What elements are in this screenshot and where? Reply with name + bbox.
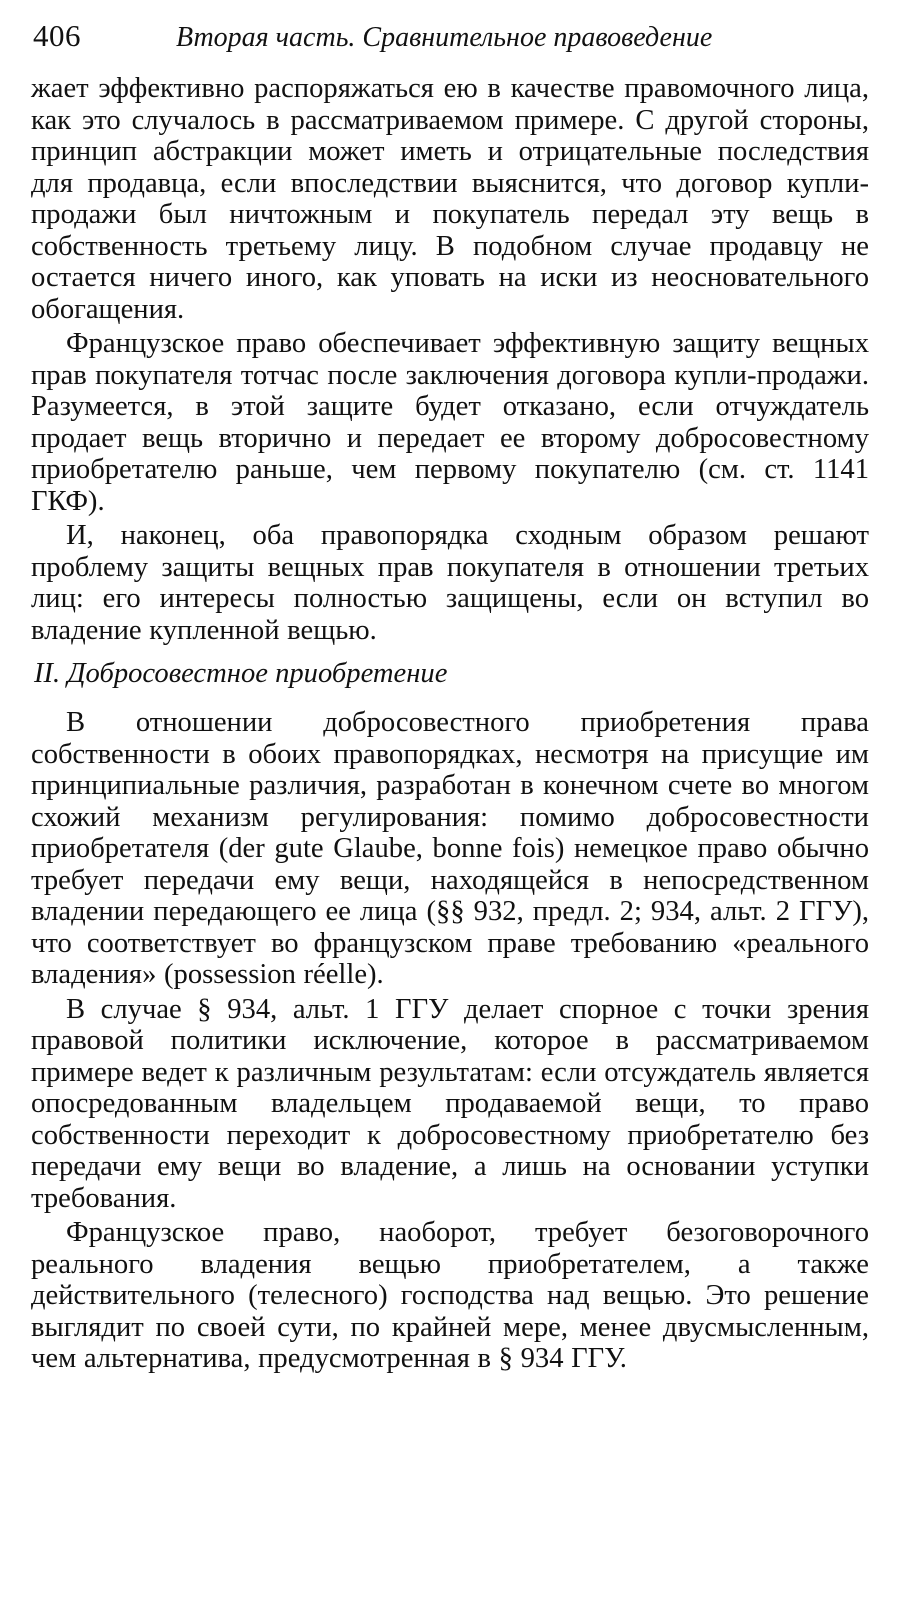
page-number: 406 (33, 18, 81, 53)
paragraph-french-law-real-possession: Французское право, наоборот, требует безоговорочного реального владения вещью приобретателем, а также действительного (телесного) господства над вещью. Это решение выглядит по своей сути, по крайней мере, менее двусмысленным, чем альтернатива, предусмотренная в § 934 ГГУ. (31, 1217, 869, 1374)
paragraph-french-law-protection: Французское право обеспечивает эффективную защиту вещных прав покупателя тотчас после заключения договора купли-продажи. Разумеется, в этой защите будет отказано, если отчуждатель продает вещь вторично и передает ее второму добросовестному приобретателю раньше, чем первому покупателю (см. ст. 1141 ГКФ). (31, 328, 869, 517)
paragraph-section-934-exception: В случае § 934, альт. 1 ГГУ делает спорное с точки зрения правовой политики исключение, которое в рассматриваемом примере ведет к различным результатам: если отсуждатель является опосредованным владельцем продаваемой вещи, то право собственности переходит к добросовестному приобретателю без передачи ему вещи во владение, а лишь на основании уступки требования. (31, 993, 869, 1214)
paragraph-continuation: жает эффективно распоряжаться ею в качестве правомочного лица, как это случалось в рассматриваемом примере. С другой стороны, принцип абстракции может иметь и отрицательные последствия для продавца, если впоследствии выяснится, что договор купли-продажи был ничтожным и покупатель передал эту вещь в собственность третьему лицу. В подобном случае продавцу не остается ничего иного, как уповать на иски из неосновательного обогащения. (31, 73, 869, 325)
running-title: Вторая часть. Сравнительное правоведение (176, 22, 713, 53)
running-header (33, 14, 883, 64)
paragraph-good-faith-acquisition: В отношении добросовестного приобретения права собственности в обоих правопорядках, несмотря на присущие им принципиальные различия, разработан в конечном счете во многом схожий механизм регулирования: помимо добросовестности приобретателя (der gute Glaube, bonne fois) немецкое право обычно требует передачи ему вещи, находящейся в непосредственном владении передающего ее лица (§§ 932, предл. 2; 934, альт. 2 ГГУ), что соответствует во французском праве требованию «реального владения» (possession réelle). (31, 707, 869, 990)
paragraph-third-party-protection: И, наконец, оба правопорядка сходным образом решают проблему защиты вещных прав покупателя в отношении третьих лиц: его интересы полностью защищены, если он вступил во владение купленной вещью. (31, 520, 869, 646)
section-heading: II. Добросовестное приобретение (34, 658, 448, 689)
body-text (31, 73, 869, 1375)
